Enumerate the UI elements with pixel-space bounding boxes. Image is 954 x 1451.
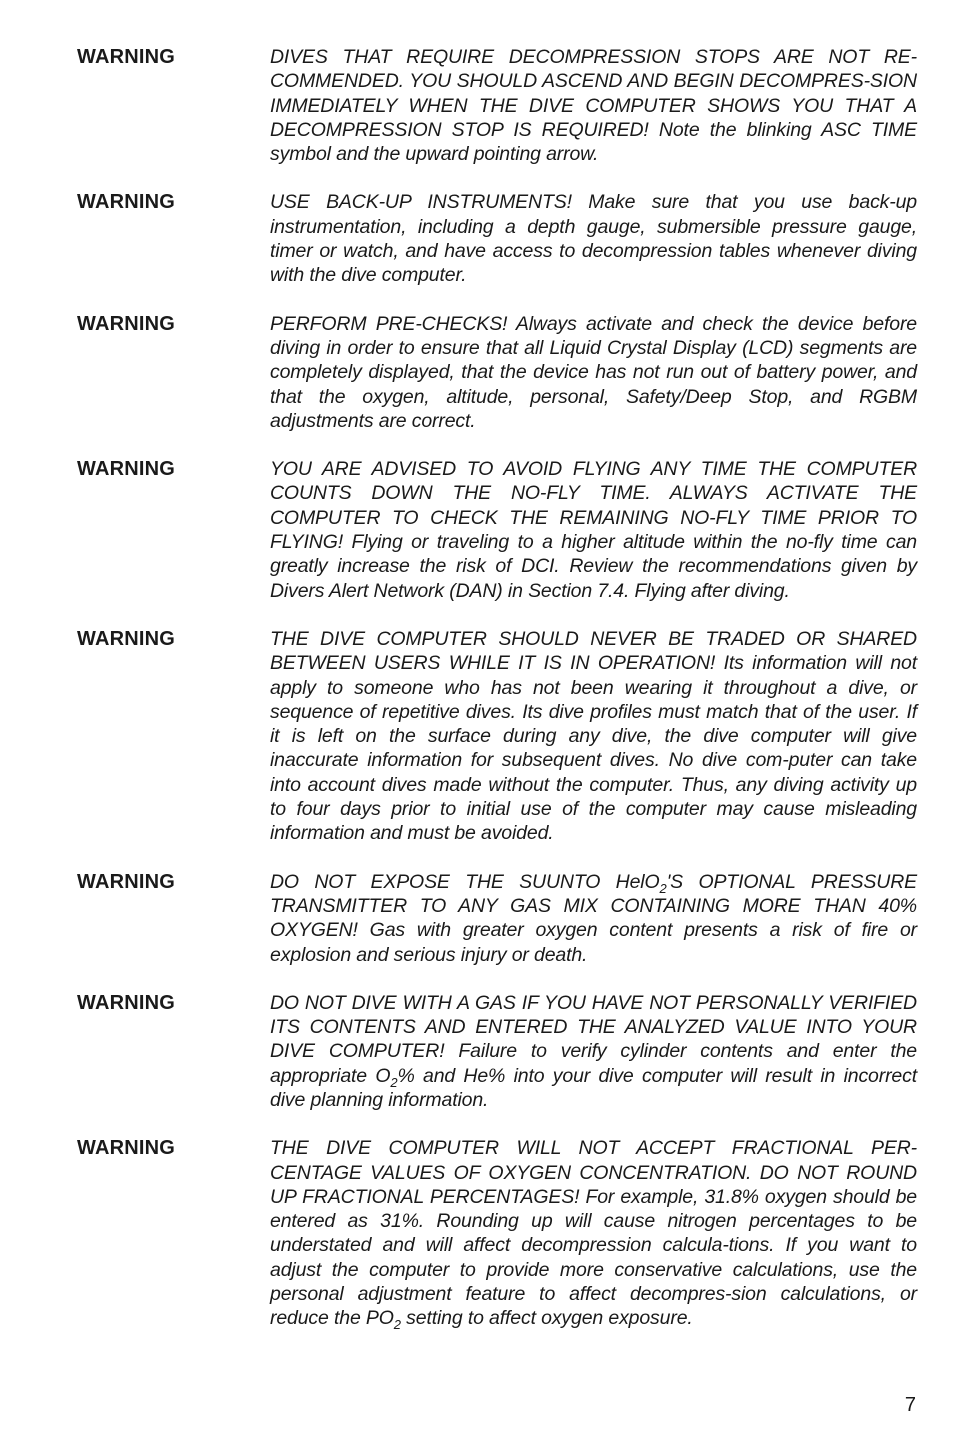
warning-text-run: % and He% into your dive computer will result in incorrect dive planning information. [270,1064,917,1111]
warning-block [77,457,917,603]
warning-label: WARNING [77,991,176,1014]
warning-text [270,1136,917,1333]
warning-text-run: 'S OPTIONAL PRESSURE TRANSMITTER TO ANY GAS MIX CONTAINING MORE THAN 40% OXYGEN! Gas with greater oxygen content presents a risk of fire or explosion and serious injury or death. [270,870,917,966]
subscript: 2 [390,1074,398,1090]
warning-list [77,45,917,1355]
warning-label: WARNING [77,458,176,481]
warning-block [77,991,917,1112]
warning-label: WARNING [77,627,176,650]
warning-block [77,870,917,967]
warning-text [270,312,917,433]
warning-text-run: PERFORM PRE-CHECKS! Always activate and check the device before diving in order to ensure that all Liquid Crystal Display (LCD) segments are completely displayed, that the device has not run out of battery power, and that the oxygen, altitude, personal, Safety/Deep Stop, and RGBM adjustments are correct. [270,312,917,432]
warning-block [77,45,917,166]
warning-block [77,1136,917,1333]
warning-label: WARNING [77,46,176,68]
warning-label: WARNING [77,312,176,335]
warning-text-run: DIVES THAT REQUIRE DECOMPRESSION STOPS ARE NOT RE-COMMENDED. YOU SHOULD ASCEND AND BEGIN DECOMPRES-SION IMMEDIATELY WHEN THE DIVE COMPUTER SHOWS YOU THAT A DECOMPRESSION STOP IS REQUIRED! Note the blinking ASC TIME symbol and the upward pointing arrow. [270,46,917,166]
warning-text-run: setting to affect oxygen exposure. [400,1307,693,1330]
warning-text [270,190,917,287]
subscript: 2 [393,1317,401,1333]
warning-block [77,312,917,433]
warning-text [270,457,917,603]
page-number: 7 [904,1394,916,1416]
warning-text [270,45,917,166]
warning-label: WARNING [77,870,176,893]
warning-block [77,627,917,846]
warning-text [270,991,917,1112]
warning-text-run: DO NOT DIVE WITH A GAS IF YOU HAVE NOT PERSONALLY VERIFIED ITS CONTENTS AND ENTERED THE ANALYZED VALUE INTO YOUR DIVE COMPUTER! Failure to verify cylinder contents and enter the appropriate O [270,991,917,1087]
warning-text [270,870,917,967]
warning-text-run: USE BACK-UP INSTRUMENTS! Make sure that you use back-up instrumentation, including a depth gauge, submersible pressure gauge, timer or watch, and have access to decompression tables whenever diving with the dive computer. [270,191,917,287]
warning-block [77,190,917,287]
warning-label: WARNING [77,1137,176,1160]
warning-text-run: THE DIVE COMPUTER WILL NOT ACCEPT FRACTIONAL PER-CENTAGE VALUES OF OXYGEN CONCENTRATION. DO NOT ROUND UP FRACTIONAL PERCENTAGES! For example, 31.8% oxygen should be entered as 31%. Rounding up will cause nitrogen percentages to be understated and will affect decompression calcula-tions. If you want to adjust the computer to provide more conservative calculations, use the personal adjustment feature to affect decompres-sion calculations, or reduce the PO [270,1137,917,1330]
subscript: 2 [659,880,667,896]
warning-text [270,627,917,846]
warning-text-run: YOU ARE ADVISED TO AVOID FLYING ANY TIME THE COMPUTER COUNTS DOWN THE NO-FLY TIME. ALWAYS ACTIVATE THE COMPUTER TO CHECK THE REMAINING NO-FLY TIME PRIOR TO FLYING! Flying or traveling to a higher altitude within the no-fly time can greatly increase the risk of DCI. Review the recommendations given by Divers Alert Network (DAN) in Section 7.4. Flying after diving. [270,458,917,602]
warning-label: WARNING [77,191,176,214]
warning-text-run: DO NOT EXPOSE THE SUUNTO HelO [270,870,660,893]
warning-text-run: THE DIVE COMPUTER SHOULD NEVER BE TRADED OR SHARED BETWEEN USERS WHILE IT IS IN OPERATION! Its information will not apply to someone who has not been wearing it throughout a dive, or sequence of repetitive dives. Its dive profiles must match that of the user. If it is left on the surface during any dive, the dive computer will give inaccurate information for subsequent dives. No dive com-puter can take into account dives made without the computer. Thus, any diving activity up to four days prior to initial use of the computer may cause misleading information and must be avoided. [270,627,917,845]
